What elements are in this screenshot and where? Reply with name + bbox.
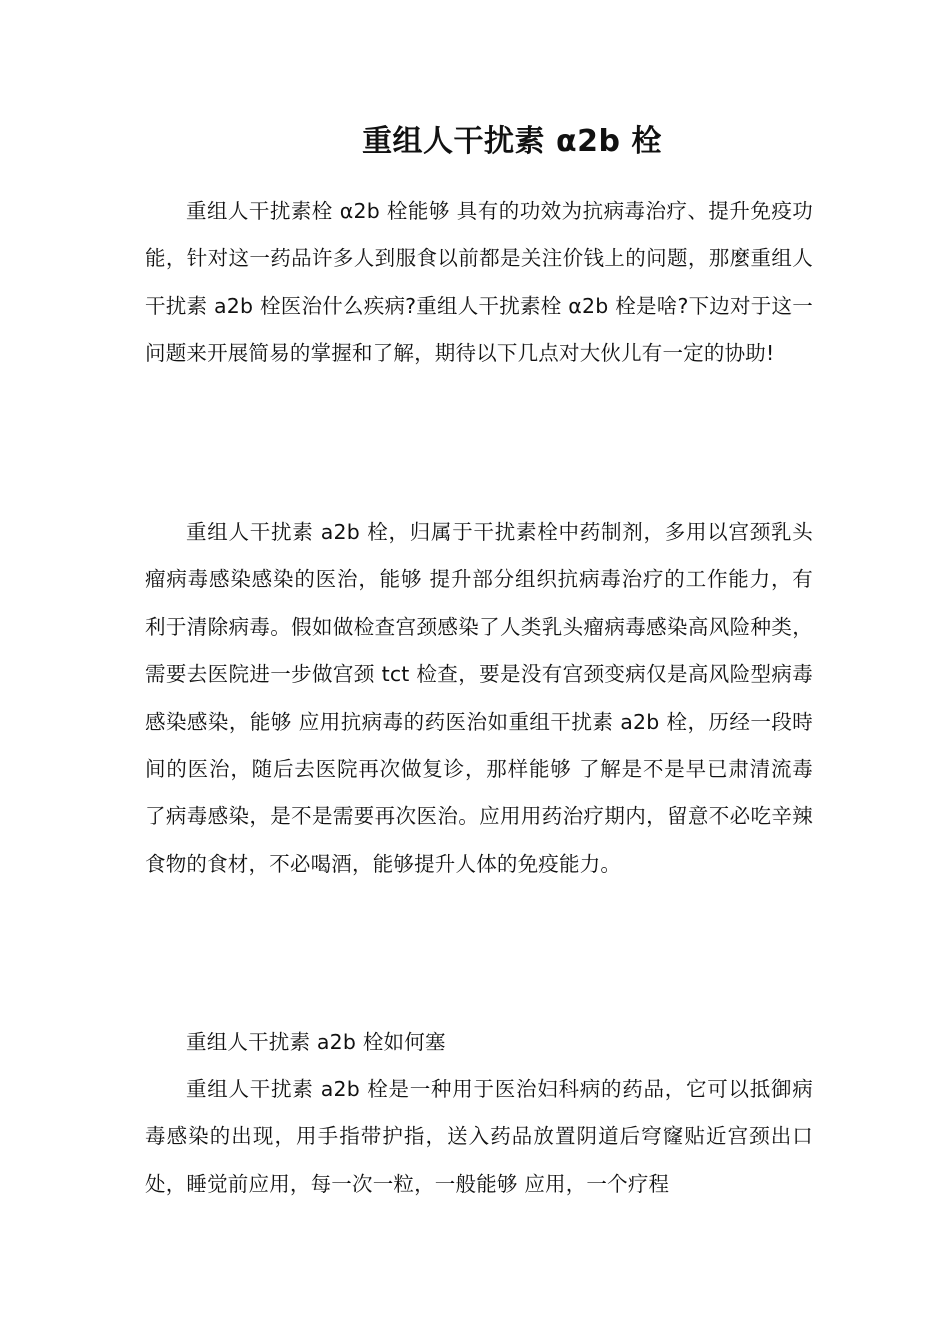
paragraph-intro: 重组人干扰素栓 α2b 栓能够 具有的功效为抗病毒治疗、提升免疫功能，针对这一药品许多人到服食以前都是关注价钱上的问题，那麼重组人干扰素 a2b 栓医治什么疾病?重组人干扰素栓 α2b 栓是啥?下边对于这一问题来开展简易的掌握和了解，期待以下几点对大伙儿有一定的协助! [145,199,813,366]
paragraph-usage: 重组人干扰素 a2b 栓是一种用于医治妇科病的药品，它可以抵御病毒感染的出现，用手指带护指，送入药品放置阴道后穹窿贴近宫颈出口处，睡觉前应用，每一次一粒，一般能够 应用，一个疗程 [145,1077,813,1196]
document-title: 重组人干扰素 α2b 栓 [362,124,662,159]
paragraph-description: 重组人干扰素 a2b 栓，归属于干扰素栓中药制剂，多用以宫颈乳头瘤病毒感染感染的医治，能够 提升部分组织抗病毒治疗的工作能力，有利于清除病毒。假如做检查宫颈感染了人类乳头瘤病毒感染高风险种类，需要去医院进一步做宫颈 tct 检查，要是没有宫颈变病仅是高风险型病毒感染感染，能够 应用抗病毒的药医治如重组干扰素 a2b 栓，历经一段時间的医治，随后去医院再次做复诊，那样能够 了解是不是早已肃清流毒了病毒感染，是不是需要再次医治。应用用药治疗期内，留意不必吃辛辣食物的食材，不必喝酒，能够提升人体的免疫能力。 [145,520,813,876]
section-heading-usage: 重组人干扰素 a2b 栓如何塞 [186,1030,446,1054]
